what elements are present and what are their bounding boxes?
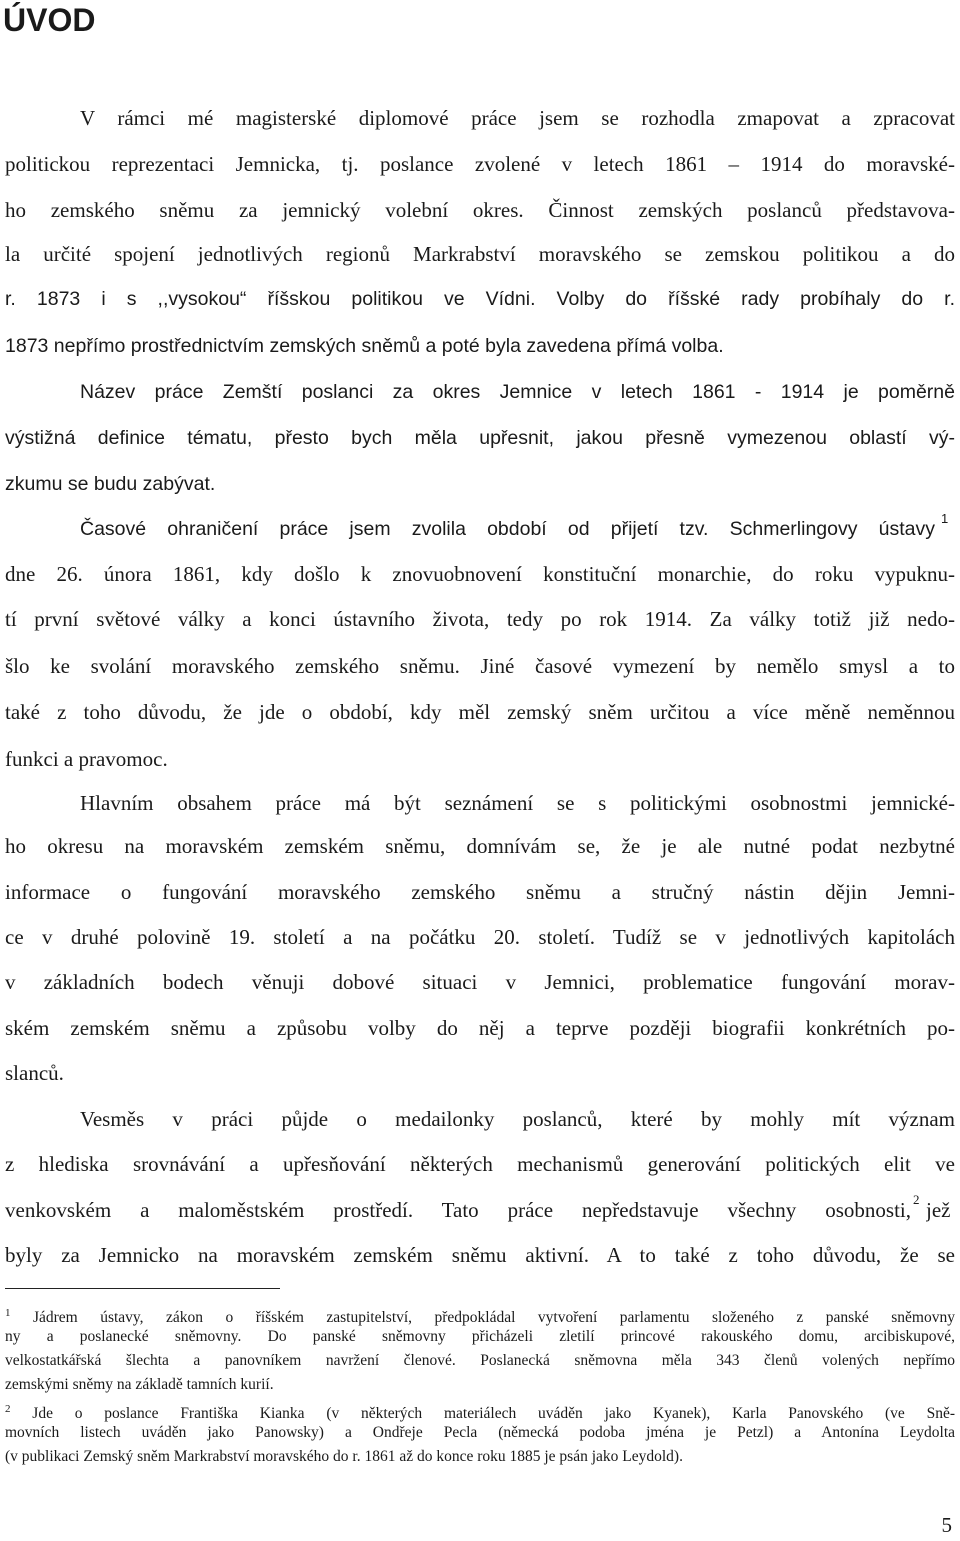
text-line: funkci a pravomoc. (5, 747, 168, 771)
footnote-line (5, 1399, 955, 1424)
footnote-text: Jde o poslance Františka Kianka (v některých materiálech uváděn jako Kyanek), Karla Panovského (ve Sně- (32, 1405, 955, 1422)
text-line: tí první světové války a konci ústavního života, tedy po rok 1914. Za války totiž již nedo- (5, 607, 955, 631)
text-line: Časové ohraničení práce jsem zvolila období od přijetí tzv. Schmerlingovy ústavy (80, 518, 935, 540)
text-line: 1873 nepřímo prostřednictvím zemských sněmů a poté byla zavedena přímá volba. (5, 335, 724, 357)
footnote-ref: 2 (913, 1192, 920, 1207)
footnote-line: ny a poslanecké sněmovny. Do panské sněmovny přicházeli zletilí princové rakouského domu, arcibiskupové, (5, 1328, 955, 1345)
footnote-ref: 1 (941, 511, 949, 526)
text-line: také z toho důvodu, že jde o období, kdy měl zemský sněm určitou a více měně neměnnou (5, 700, 955, 724)
text-line: informace o fungování moravského zemského sněmu a stručný nástin dějin Jemni- (5, 880, 955, 904)
text-line: dne 26. února 1861, kdy došlo k znovuobnovení konstituční monarchie, do roku vypuknu- (5, 562, 955, 586)
text-line: ho zemského sněmu za jemnický volební okres. Činnost zemských poslanců představova- (5, 198, 955, 222)
text-line: výstižná definice tématu, přesto bych měla upřesnit, jakou přesně vymezenou oblastí vý- (5, 427, 955, 449)
text-line: Hlavním obsahem práce má být seznámení se s politickými osobnostmi jemnické- (80, 791, 955, 815)
page-number: 5 (941, 1513, 952, 1537)
text-line: Vesměs v práci půjde o medailonky poslanců, které by mohly mít význam (80, 1107, 955, 1131)
text-line: politickou reprezentaci Jemnicka, tj. poslance zvolené v letech 1861 – 1914 do moravské- (5, 152, 955, 176)
text-line: la určité spojení jednotlivých regionů Markrabství moravského se zemskou politikou a do (5, 242, 955, 266)
footnote-line: zemskými sněmy na základě tamních kurií. (5, 1376, 274, 1393)
text-line: z hlediska srovnávání a upřesňování některých mechanismů generování politických elit ve (5, 1152, 955, 1176)
footnote-line: velkostatkářská šlechta a panovníkem navržení členové. Poslanecká sněmovna měla 343 členů volených nepřímo (5, 1352, 955, 1369)
text-line: jež (926, 1198, 951, 1222)
footnote-number: 1 (5, 1307, 11, 1319)
footnote-text: Jádrem ústavy, zákon o říšském zastupitelství, předpokládal vytvoření parlamentu složeného z panské sněmovny (32, 1309, 955, 1326)
footnote-number: 2 (5, 1403, 11, 1415)
page-heading: ÚVOD (3, 2, 96, 38)
text-line: zkumu se budu zabývat. (5, 473, 216, 495)
text-line: r. 1873 i s ,,vysokou“ říšskou politikou ve Vídni. Volby do říšské rady probíhaly do r. (5, 288, 955, 310)
text-line: ce v druhé polovině 19. století a na počátku 20. století. Tudíž se v jednotlivých kapitolách (5, 925, 955, 949)
text-line: venkovském a maloměstském prostředí. Tato práce nepředstavuje všechny osobnosti, (5, 1198, 911, 1222)
text-line: ho okresu na moravském zemském sněmu, domnívám se, že je ale nutné podat nezbytné (5, 834, 955, 858)
text-line: v základních bodech věnuji dobové situaci v Jemnici, problematice fungování morav- (5, 970, 955, 994)
footnote-separator (5, 1288, 280, 1289)
text-line: slanců. (5, 1061, 64, 1085)
text-line: byly za Jemnicko na moravském zemském sněmu aktivní. A to také z toho důvodu, že se (5, 1243, 955, 1267)
footnote-line: movních listech uváděn jako Panowsky) a Ondřeje Pecla (německá podoba jména je Petzl) a Antonína Leydolta (5, 1424, 955, 1441)
footnote-line: (v publikaci Zemský sněm Markrabství moravského do r. 1861 až do konce roku 1885 je psán jako Leydold). (5, 1448, 683, 1465)
text-line: ském zemském sněmu a způsobu volby do něj a teprve později biografii konkrétních po- (5, 1016, 955, 1040)
text-line: V rámci mé magisterské diplomové práce jsem se rozhodla zmapovat a zpracovat (80, 106, 955, 130)
footnote-line (5, 1303, 955, 1328)
text-line: šlo ke svolání moravského zemského sněmu. Jiné časové vymezení by nemělo smysl a to (5, 654, 955, 678)
text-line: Název práce Zemští poslanci za okres Jemnice v letech 1861 - 1914 je poměrně (80, 381, 955, 403)
